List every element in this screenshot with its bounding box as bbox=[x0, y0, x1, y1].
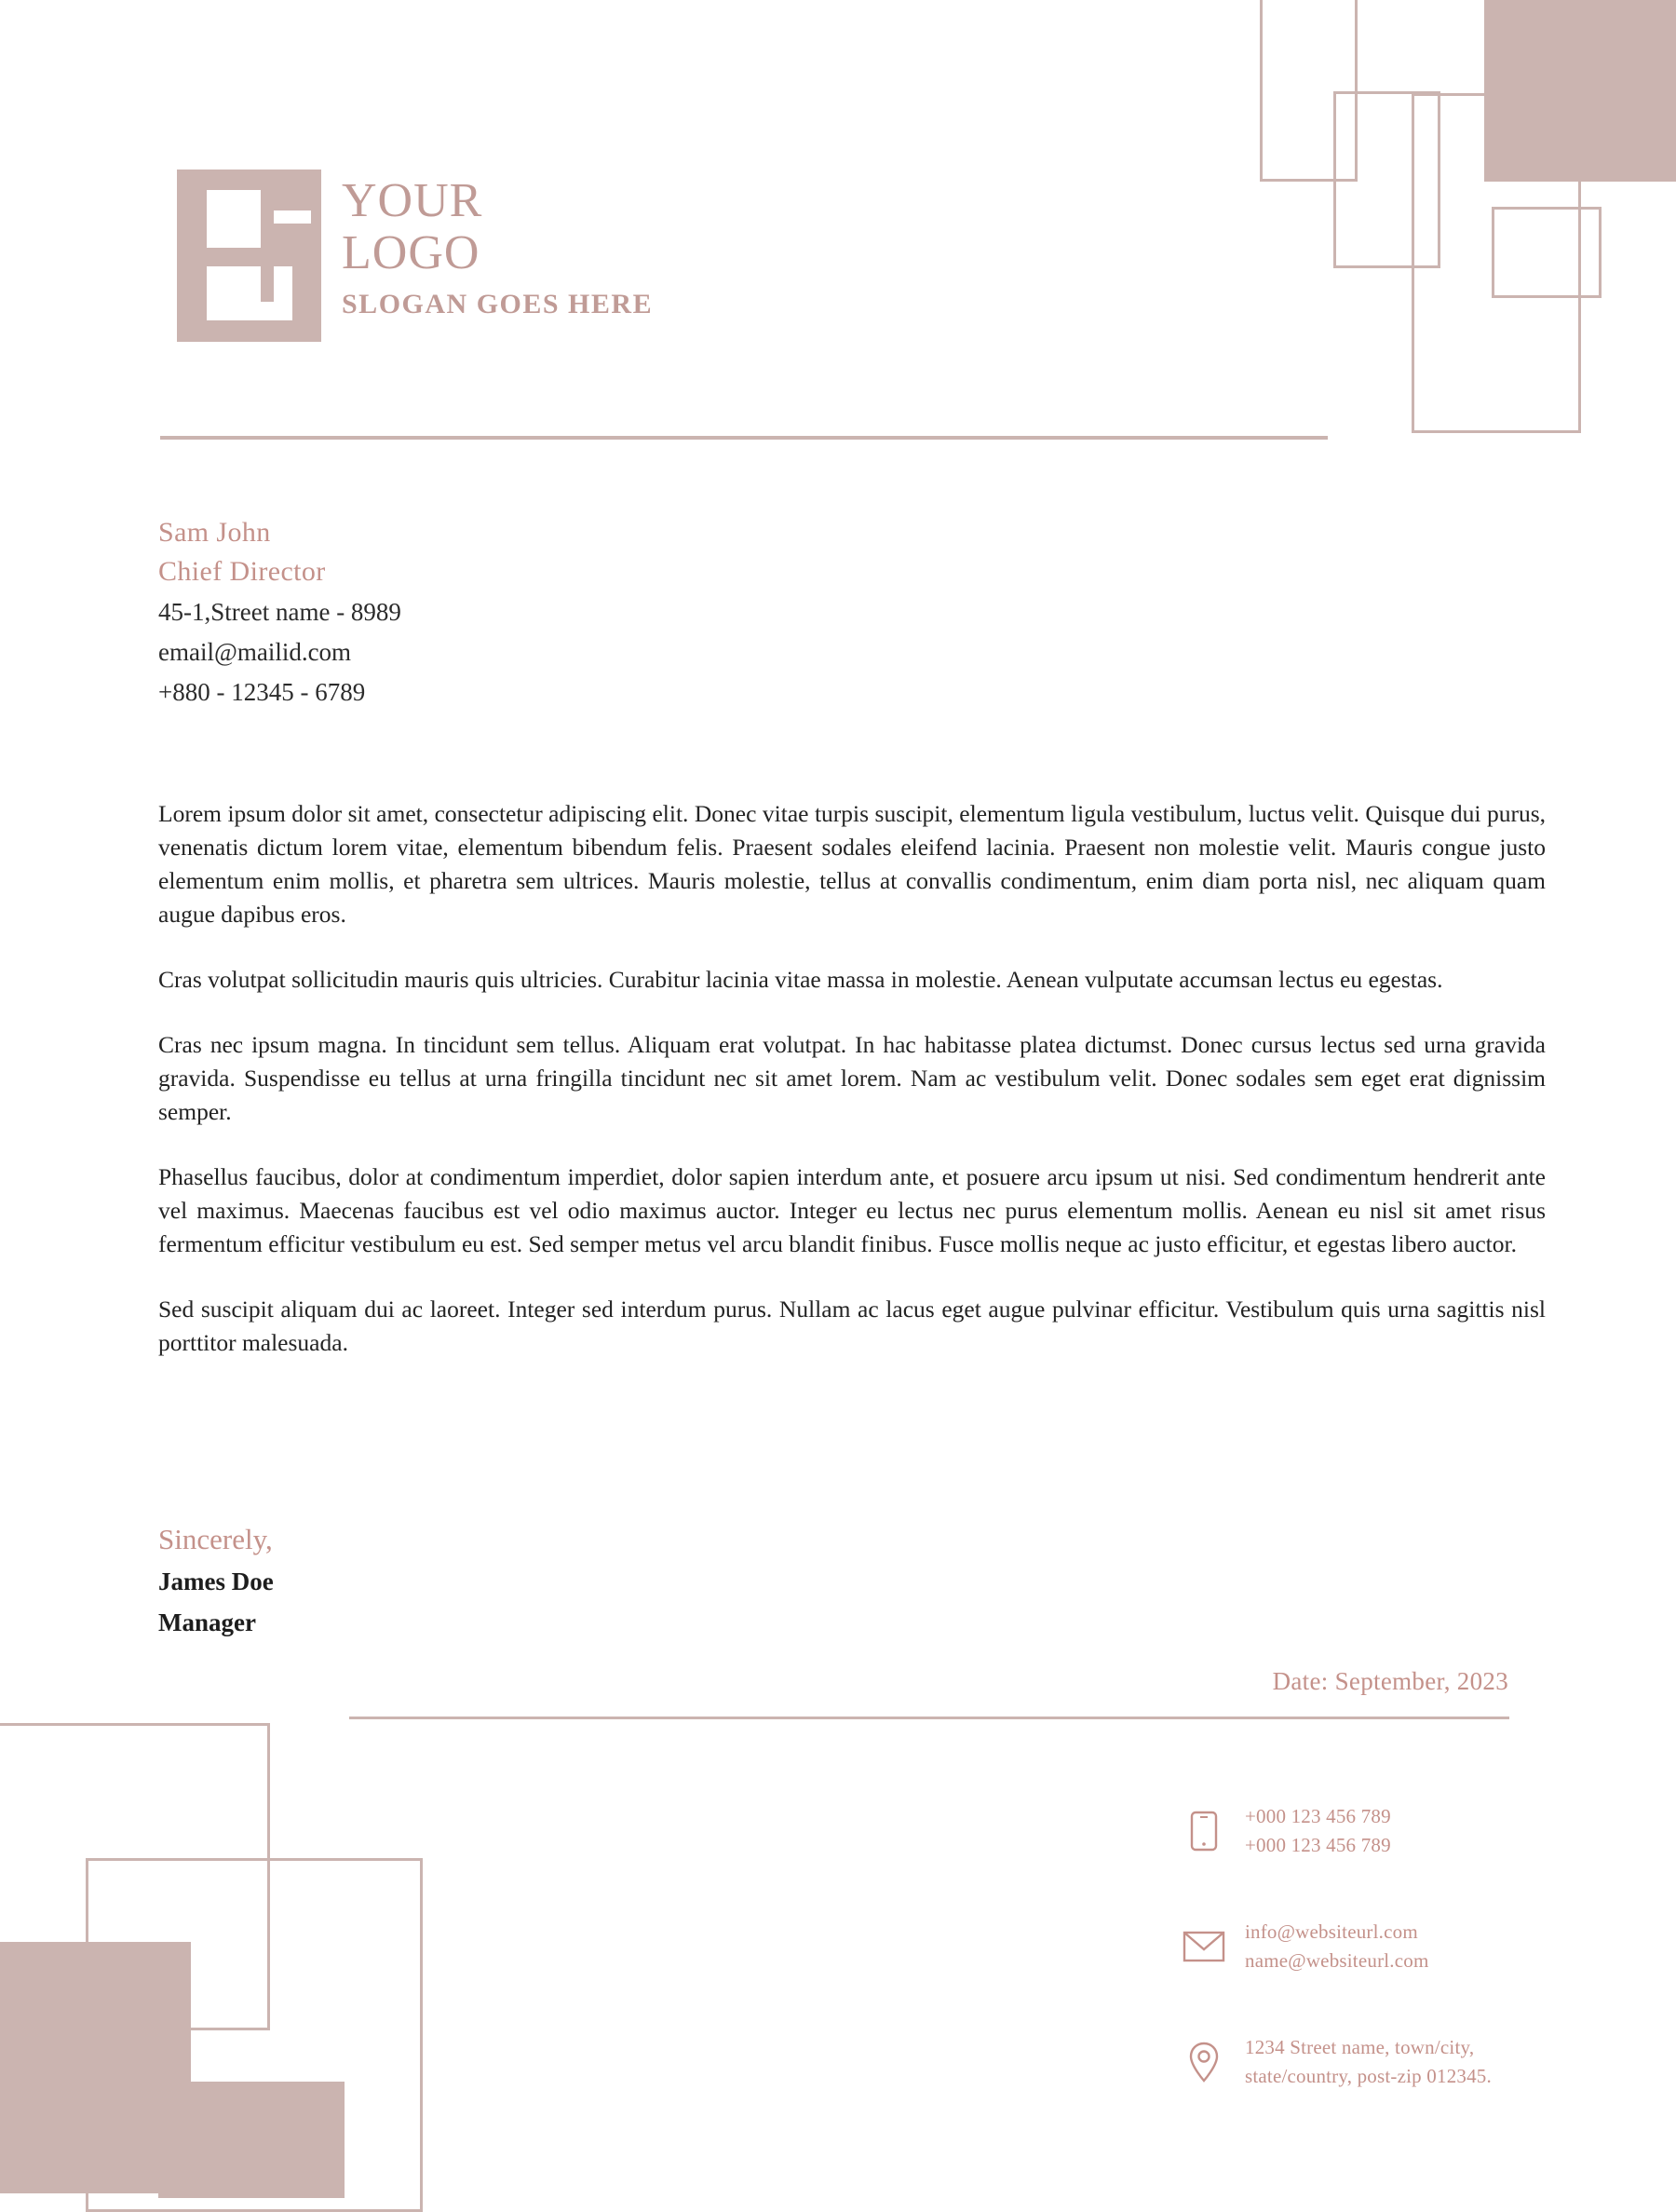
company-logo-icon bbox=[177, 170, 321, 342]
footer-email-row bbox=[1178, 1918, 1569, 1975]
decor-square-top-outline-4 bbox=[1492, 207, 1602, 298]
letter-body bbox=[158, 797, 1546, 1391]
envelope-icon bbox=[1178, 1931, 1230, 1962]
footer-phone-row bbox=[1178, 1802, 1569, 1860]
recipient-block bbox=[158, 514, 810, 712]
logo-line-2: LOGO bbox=[342, 226, 480, 279]
logo-text-block bbox=[342, 170, 653, 320]
footer-email-lines bbox=[1245, 1918, 1429, 1975]
letterhead-header bbox=[177, 170, 653, 342]
footer-phone-1: +000 123 456 789 bbox=[1245, 1805, 1391, 1827]
letter-paragraph: Cras nec ipsum magna. In tincidunt sem tellus. Aliquam erat volutpat. In hac habitasse platea dictumst. Donec cursus lectus sed urna gravida gravida. Suspendisse eu tellus at urna fringilla tincidunt nec sit amet lorem. Nam ac vestibulum velit. Donec sodales sem eget erat dignissim semper. bbox=[158, 1031, 1546, 1125]
recipient-email: email@mailid.com bbox=[158, 638, 352, 666]
decor-square-bottom-filled-2 bbox=[158, 2082, 345, 2198]
signature-name: James Doe bbox=[158, 1567, 274, 1595]
recipient-phone: +880 - 12345 - 6789 bbox=[158, 678, 366, 706]
recipient-address: 45-1,Street name - 8989 bbox=[158, 598, 401, 626]
signature-closing: Sincerely, bbox=[158, 1523, 273, 1555]
header-divider bbox=[160, 436, 1328, 440]
mobile-phone-icon bbox=[1178, 1811, 1230, 1852]
letter-paragraph: Sed suscipit aliquam dui ac laoreet. Integer sed interdum purus. Nullam ac lacus eget augue pulvinar efficitur. Vestibulum quis urna sagittis nisl porttitor malesuada. bbox=[158, 1296, 1546, 1356]
footer-email-2: name@websiteurl.com bbox=[1245, 1949, 1429, 1972]
footer-phone-lines bbox=[1245, 1802, 1391, 1860]
signature-role: Manager bbox=[158, 1608, 256, 1636]
footer-phone-2: +000 123 456 789 bbox=[1245, 1834, 1391, 1856]
footer-contact-block bbox=[1178, 1802, 1569, 2149]
footer-divider bbox=[349, 1717, 1509, 1719]
letter-paragraph: Lorem ipsum dolor sit amet, consectetur adipiscing elit. Donec vitae turpis suscipit, elementum ligula vestibulum, luctus velit. Quisque dui purus, venenatis dictum lorem vitae, elementum bibendum felis. Praesent sodales eleifend lacinia. Praesent non molestie velit. Mauris congue justo elementum enim mollis, et pharetra sem ultrices. Mauris molestie, tellus at convallis condimentum, enim diam porta nisl, nec aliquam quam augue dapibus eros. bbox=[158, 800, 1546, 928]
footer-address-row bbox=[1178, 2033, 1569, 2091]
logo-slogan: SLOGAN GOES HERE bbox=[342, 289, 654, 319]
recipient-name: Sam John bbox=[158, 517, 271, 548]
footer-address-1: 1234 Street name, town/city, bbox=[1245, 2036, 1475, 2058]
letter-paragraph: Cras volutpat sollicitudin mauris quis ultricies. Curabitur lacinia vitae massa in molestie. Aenean vulputate accumsan lectus eu egestas. bbox=[158, 966, 1443, 993]
signature-block bbox=[158, 1518, 274, 1643]
logo-line-1: YOUR bbox=[342, 174, 483, 227]
footer-email-1: info@websiteurl.com bbox=[1245, 1920, 1418, 1943]
document-date: Date: September, 2023 bbox=[1272, 1667, 1508, 1695]
footer-address-2: state/country, post-zip 012345. bbox=[1245, 2065, 1492, 2087]
footer-address-lines bbox=[1245, 2033, 1492, 2091]
map-pin-icon bbox=[1178, 2041, 1230, 2083]
recipient-role: Chief Director bbox=[158, 556, 326, 587]
letter-paragraph: Phasellus faucibus, dolor at condimentum imperdiet, dolor sapien interdum ante, et posuere arcu ipsum ut nisi. Sed condimentum hendrerit ante vel maximus. Maecenas faucibus est vel odio maximus auctor. Integer eu lectus nec purus elementum mollis. Aenean eu nisl sit amet risus fermentum efficitur vestibulum eu est. Sed semper metus vel arcu blandit finibus. Fusce mollis neque ac justo efficitur, et egestas libero auctor. bbox=[158, 1163, 1546, 1257]
